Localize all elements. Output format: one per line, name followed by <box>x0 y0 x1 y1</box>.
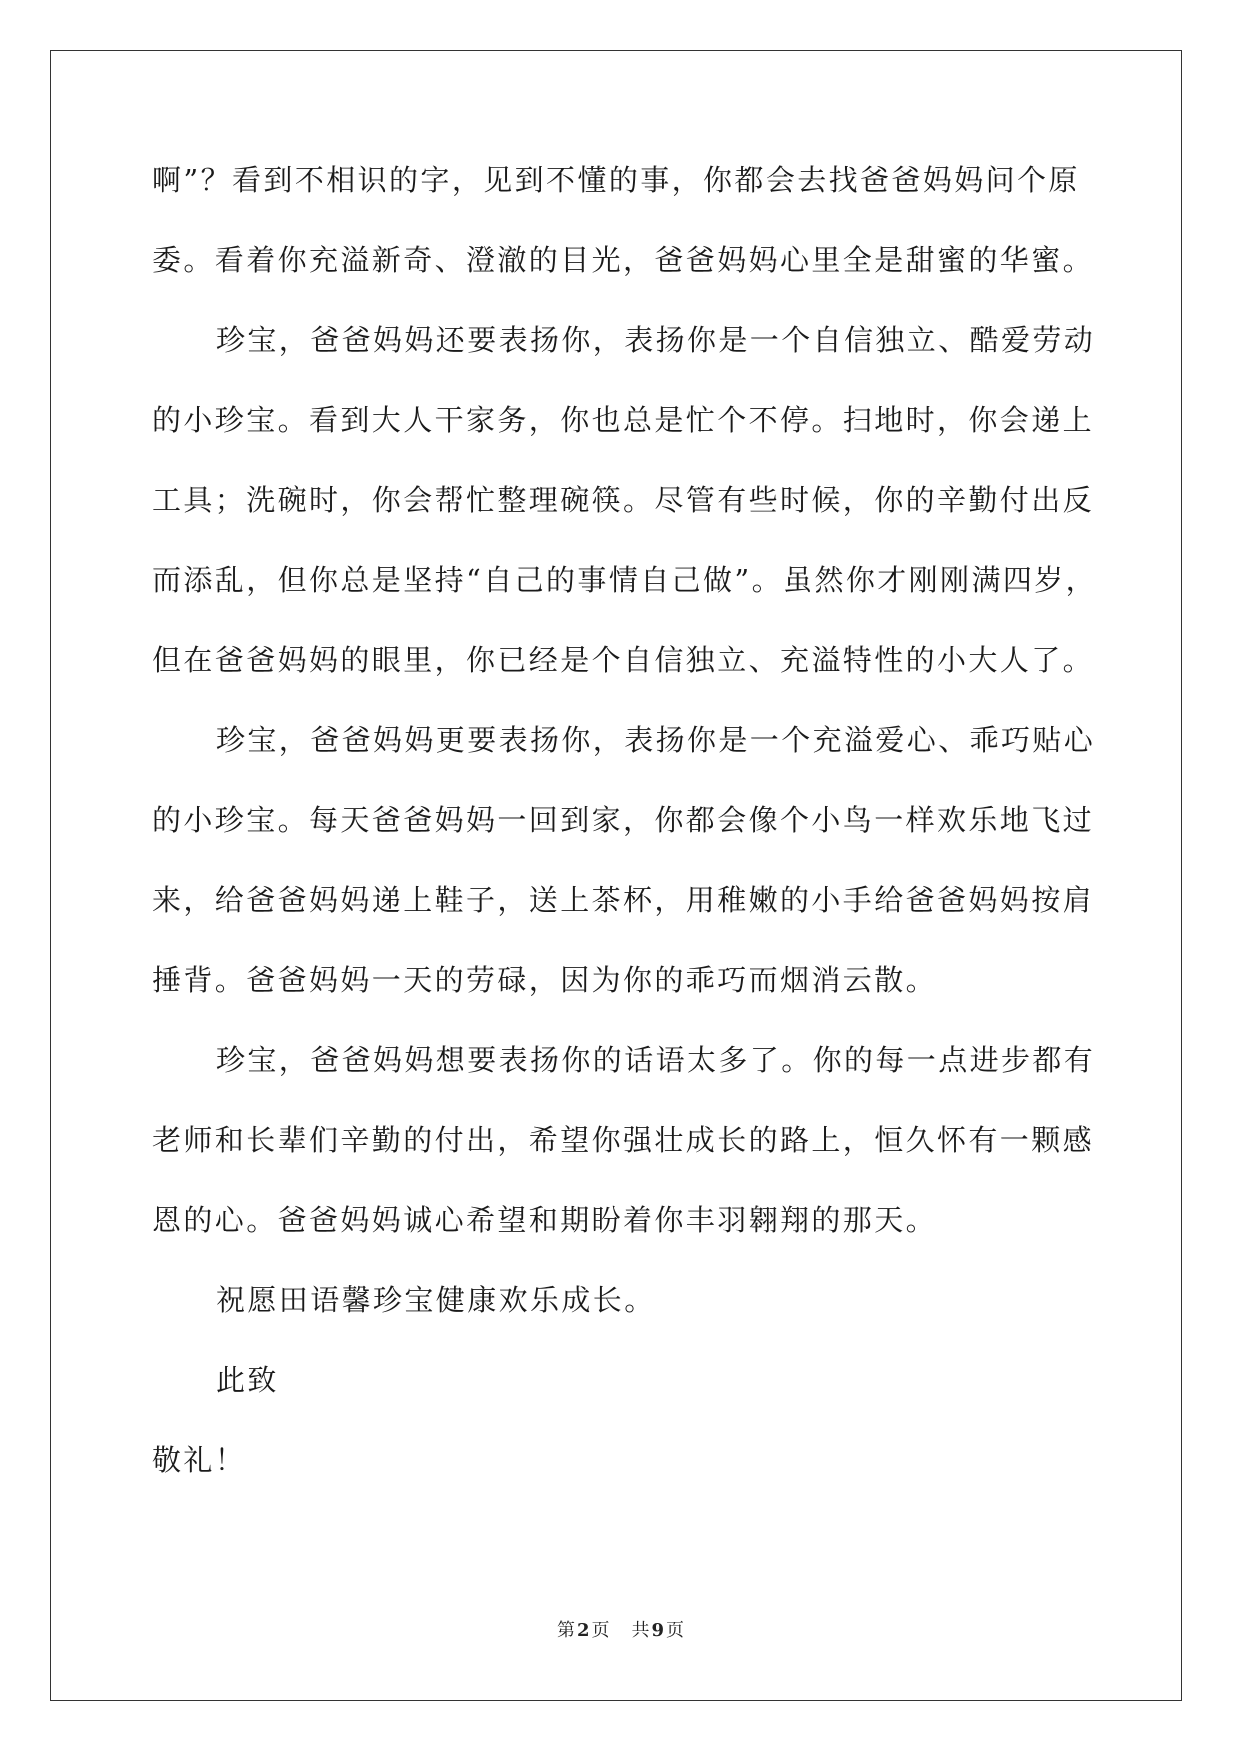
page-suffix: 页 <box>591 1620 610 1641</box>
text-line: 而添乱，但你总是坚持“自己的事情自己做”。虽然你才刚刚满四岁， <box>152 563 1098 597</box>
blessing-line: 祝愿田语馨珍宝健康欢乐成长。 <box>216 1283 656 1317</box>
total-prefix: 共 <box>631 1620 650 1641</box>
letter-body <box>152 160 1098 1520</box>
text-line: 的小珍宝。每天爸爸妈妈一回到家，你都会像个小鸟一样欢乐地飞过 <box>152 803 1095 837</box>
text-line: 工具；洗碗时，你会帮忙整理碗筷。尽管有些时候，你的辛勤付出反 <box>152 483 1095 517</box>
total-suffix: 页 <box>666 1620 685 1641</box>
paragraph-start-line: 珍宝，爸爸妈妈更要表扬你，表扬你是一个充溢爱心、乖巧贴心 <box>216 723 1096 757</box>
paragraph-start-line: 珍宝，爸爸妈妈想要表扬你的话语太多了。你的每一点进步都有 <box>216 1043 1096 1077</box>
closing-line: 此致 <box>216 1363 279 1397</box>
text-line: 啊”？看到不相识的字，见到不懂的事，你都会去找爸爸妈妈问个原 <box>152 163 1080 197</box>
text-line: 的小珍宝。看到大人干家务，你也总是忙个不停。扫地时，你会递上 <box>152 403 1095 437</box>
text-line: 捶背。爸爸妈妈一天的劳碌，因为你的乖巧而烟消云散。 <box>152 963 938 997</box>
salutation-line: 敬礼！ <box>152 1443 247 1477</box>
current-page-number: 2 <box>576 1620 590 1641</box>
page-prefix: 第 <box>556 1620 575 1641</box>
text-line: 来，给爸爸妈妈递上鞋子，送上茶杯，用稚嫩的小手给爸爸妈妈按肩 <box>152 883 1095 917</box>
total-page-count: 9 <box>651 1620 665 1641</box>
page-footer <box>0 1616 1241 1642</box>
paragraph-start-line: 珍宝，爸爸妈妈还要表扬你，表扬你是一个自信独立、酷爱劳动 <box>216 323 1096 357</box>
text-line: 老师和长辈们辛勤的付出，希望你强壮成长的路上，恒久怀有一颗感 <box>152 1123 1095 1157</box>
text-line: 但在爸爸妈妈的眼里，你已经是个自信独立、充溢特性的小大人了。 <box>152 643 1095 677</box>
text-line: 委。看着你充溢新奇、澄澈的目光，爸爸妈妈心里全是甜蜜的华蜜。 <box>152 243 1095 277</box>
text-line: 恩的心。爸爸妈妈诚心希望和期盼着你丰羽翱翔的那天。 <box>152 1203 938 1237</box>
